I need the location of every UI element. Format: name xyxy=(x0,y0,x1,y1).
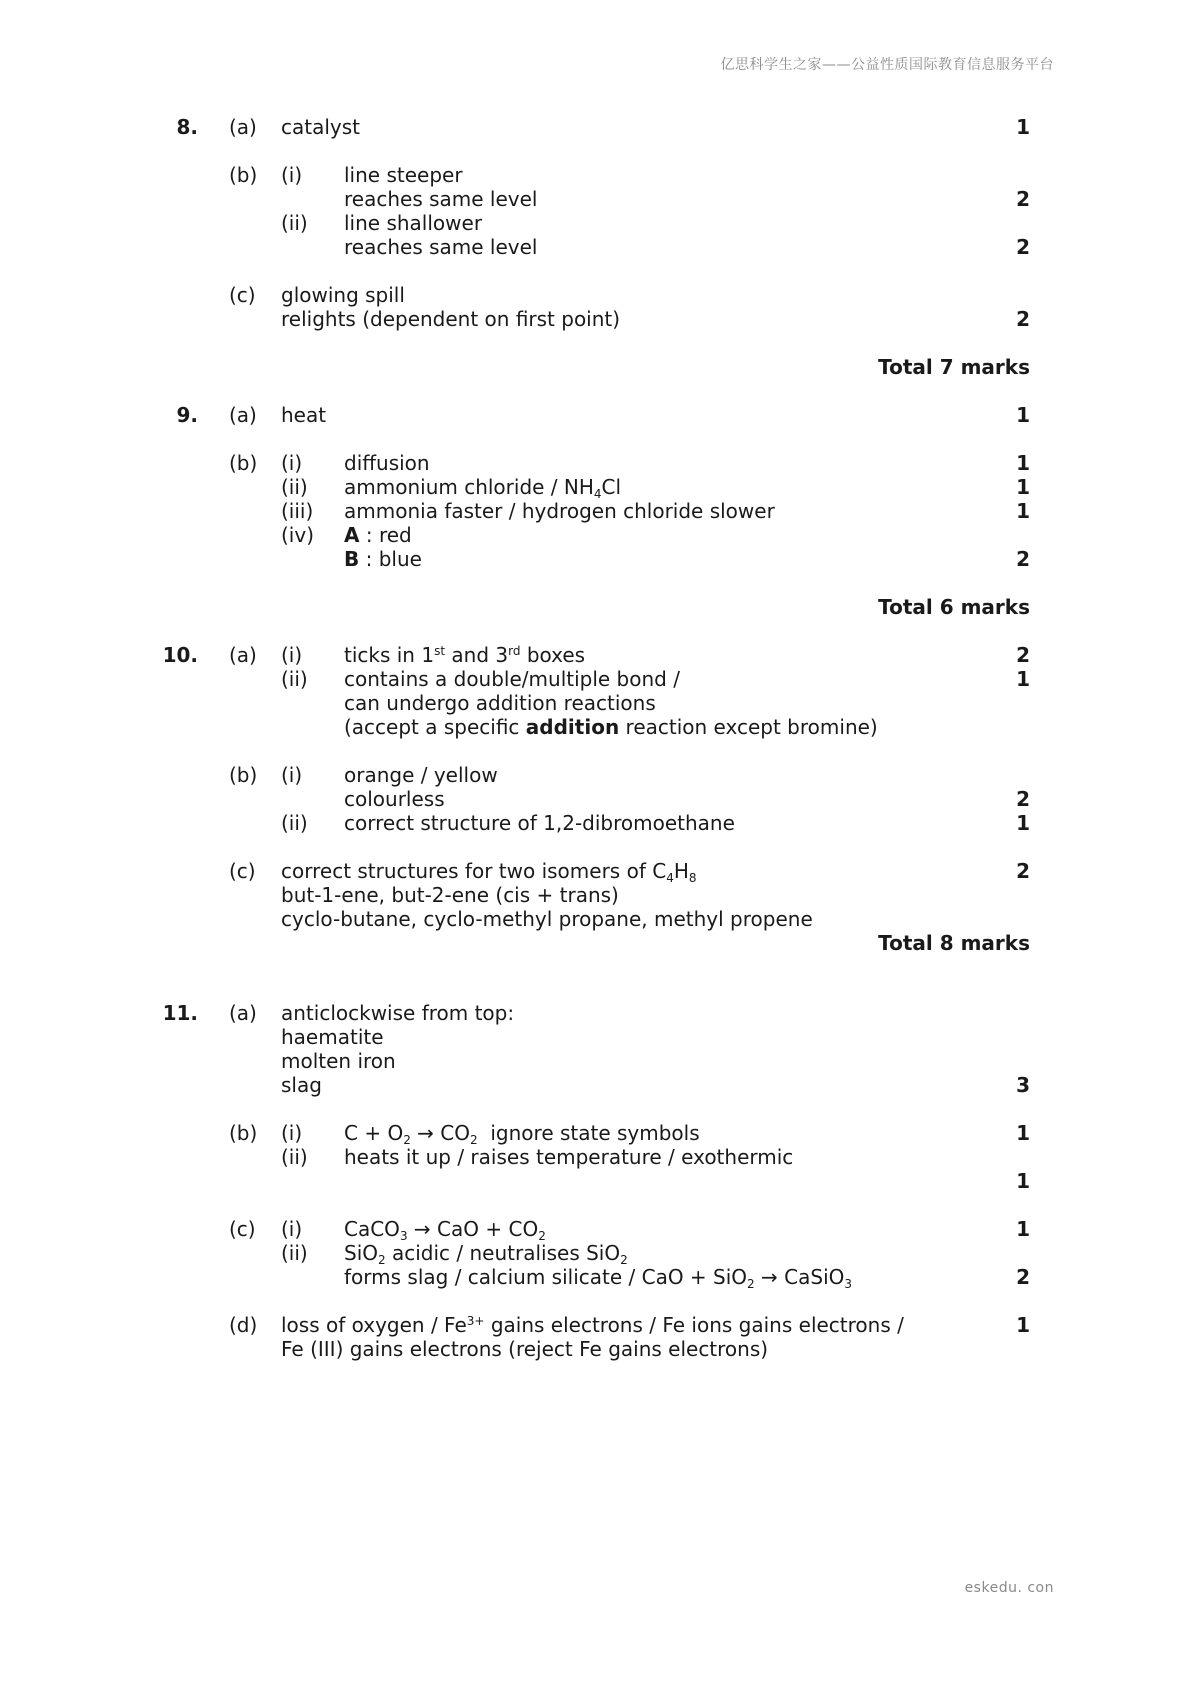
q8-b-ii-row2 xyxy=(0,234,1190,260)
q8-c-row xyxy=(0,282,1190,308)
text-fragment: SiO xyxy=(344,1241,378,1265)
subscript: 4 xyxy=(666,871,674,885)
q10-b-i-row xyxy=(0,762,1190,788)
text-fragment: : blue xyxy=(359,547,422,571)
part-label: (d) xyxy=(229,1313,258,1337)
superscript: 3+ xyxy=(466,1314,485,1328)
subpart-label: (ii) xyxy=(281,1145,308,1169)
q11-c-i-row xyxy=(0,1216,1190,1242)
answer-text: can undergo addition reactions xyxy=(344,691,656,715)
text-fragment: CaCO xyxy=(344,1217,400,1241)
answer-text: heats it up / raises temperature / exothermic xyxy=(344,1145,794,1169)
text-fragment: → CaO + CO xyxy=(407,1217,539,1241)
answer-text xyxy=(344,1216,546,1242)
answer-text: molten iron xyxy=(281,1049,396,1073)
bold-term: addition xyxy=(525,715,620,739)
mark: 1 xyxy=(1016,403,1030,427)
total-marks: Total 6 marks xyxy=(878,595,1030,619)
q11-a-row xyxy=(0,1000,1190,1026)
answer-text: line shallower xyxy=(344,211,483,235)
text-fragment: → CO xyxy=(410,1121,471,1145)
mark: 1 xyxy=(1016,667,1030,691)
subpart-label: (ii) xyxy=(281,1241,308,1265)
part-label: (c) xyxy=(229,1217,256,1241)
subscript: 2 xyxy=(470,1133,478,1147)
text-fragment: Cl xyxy=(601,475,622,499)
text-fragment: acidic / neutralises SiO xyxy=(385,1241,621,1265)
answer-text xyxy=(344,642,585,668)
subscript: 3 xyxy=(844,1277,853,1291)
q8-b-i-row2 xyxy=(0,186,1190,212)
answer-text xyxy=(281,1312,904,1338)
q11-c-ii-row xyxy=(0,1240,1190,1266)
subpart-label: (ii) xyxy=(281,811,308,835)
answer-text: slag xyxy=(281,1073,322,1097)
question-number: 9. xyxy=(176,403,198,427)
answer-text: relights (dependent on first point) xyxy=(281,307,621,331)
answer-text: heat xyxy=(281,403,327,427)
q8-a-row xyxy=(0,114,1190,140)
q9-b-iv-row2 xyxy=(0,546,1190,572)
q10-c-row2 xyxy=(0,882,1190,908)
part-label: (a) xyxy=(229,115,257,139)
subpart-label: (iv) xyxy=(281,523,314,547)
answer-text: line steeper xyxy=(344,163,463,187)
q11-c-ii-row2 xyxy=(0,1264,1190,1290)
q8-b-ii-row xyxy=(0,210,1190,236)
answer-text: haematite xyxy=(281,1025,384,1049)
q10-a-ii-row2 xyxy=(0,690,1190,716)
footer-site: eskedu. con xyxy=(964,1580,1054,1596)
answer-text: contains a double/multiple bond / xyxy=(344,667,680,691)
answer-text: but-1-ene, but-2-ene (cis + trans) xyxy=(281,883,619,907)
answer-text xyxy=(281,858,697,884)
answer-text xyxy=(344,546,422,572)
answer-text: diffusion xyxy=(344,451,430,475)
answer-text: cyclo-butane, cyclo-methyl propane, methyl propene xyxy=(281,907,813,931)
subpart-label: (i) xyxy=(281,643,303,667)
mark: 1 xyxy=(1016,115,1030,139)
mark: 1 xyxy=(1016,811,1030,835)
q9-a-row xyxy=(0,402,1190,428)
mark: 2 xyxy=(1016,235,1030,259)
mark: 3 xyxy=(1016,1073,1030,1097)
text-fragment: gains electrons / Fe ions gains electrons / xyxy=(484,1313,904,1337)
part-label: (b) xyxy=(229,763,258,787)
answer-text: anticlockwise from top: xyxy=(281,1001,515,1025)
mark: 1 xyxy=(1016,1217,1030,1241)
mark: 2 xyxy=(1016,787,1030,811)
q11-b-i-row xyxy=(0,1120,1190,1146)
mark: 1 xyxy=(1016,451,1030,475)
text-fragment: reaction except bromine) xyxy=(619,715,878,739)
total-marks: Total 8 marks xyxy=(878,931,1030,955)
q11-b-ii-mark-row xyxy=(0,1168,1190,1194)
q9-total-row xyxy=(0,594,1190,620)
subscript: 2 xyxy=(747,1277,755,1291)
mark: 1 xyxy=(1016,1121,1030,1145)
q11-a-row3 xyxy=(0,1048,1190,1074)
subpart-label: (ii) xyxy=(281,475,308,499)
answer-text: ammonia faster / hydrogen chloride slower xyxy=(344,499,775,523)
q9-b-i-row xyxy=(0,450,1190,476)
subscript: 2 xyxy=(538,1229,546,1243)
text-fragment: ammonium chloride / NH xyxy=(344,475,594,499)
q10-a-i-row xyxy=(0,642,1190,668)
text-fragment: boxes xyxy=(520,643,586,667)
mark: 2 xyxy=(1016,1265,1030,1289)
bold-key: A xyxy=(344,523,360,547)
answer-text: catalyst xyxy=(281,115,361,139)
subscript: 2 xyxy=(403,1133,411,1147)
answer-text xyxy=(344,714,878,740)
mark: 1 xyxy=(1016,475,1030,499)
q10-a-ii-row3 xyxy=(0,714,1190,740)
question-number: 8. xyxy=(176,115,198,139)
mark: 1 xyxy=(1016,1169,1030,1193)
subpart-label: (i) xyxy=(281,163,303,187)
text-fragment: forms slag / calcium silicate / CaO + SiO xyxy=(344,1265,748,1289)
subpart-label: (iii) xyxy=(281,499,314,523)
subpart-label: (i) xyxy=(281,1121,303,1145)
subpart-label: (ii) xyxy=(281,667,308,691)
part-label: (b) xyxy=(229,163,258,187)
text-fragment: : red xyxy=(359,523,412,547)
answer-text xyxy=(344,1264,852,1290)
answer-text xyxy=(344,1120,700,1146)
superscript: st xyxy=(434,644,446,658)
answer-text: colourless xyxy=(344,787,445,811)
q10-c-row3 xyxy=(0,906,1190,932)
mark: 2 xyxy=(1016,547,1030,571)
q8-total-row xyxy=(0,354,1190,380)
header-site: 亿思科学生之家——公益性质国际教育信息服务平台 xyxy=(720,57,1054,73)
q10-total-row xyxy=(0,930,1190,956)
part-label: (b) xyxy=(229,451,258,475)
part-label: (c) xyxy=(229,283,256,307)
text-fragment: ignore state symbols xyxy=(477,1121,700,1145)
part-label: (a) xyxy=(229,643,257,667)
q11-d-row xyxy=(0,1312,1190,1338)
question-number: 10. xyxy=(162,643,198,667)
answer-text xyxy=(344,1240,628,1266)
answer-text: reaches same level xyxy=(344,187,538,211)
text-fragment: correct structures for two isomers of C xyxy=(281,859,667,883)
q11-d-row2 xyxy=(0,1336,1190,1362)
text-fragment: H xyxy=(673,859,689,883)
q9-b-iv-row xyxy=(0,522,1190,548)
subpart-label: (i) xyxy=(281,763,303,787)
answer-text: reaches same level xyxy=(344,235,538,259)
answer-text: Fe (III) gains electrons (reject Fe gains electrons) xyxy=(281,1337,769,1361)
mark: 2 xyxy=(1016,307,1030,331)
q9-b-ii-row xyxy=(0,474,1190,500)
text-fragment: → CaSiO xyxy=(754,1265,845,1289)
subscript: 2 xyxy=(378,1253,386,1267)
mark: 2 xyxy=(1016,643,1030,667)
mark: 2 xyxy=(1016,187,1030,211)
subscript: 8 xyxy=(688,871,697,885)
q10-b-i-row2 xyxy=(0,786,1190,812)
q11-b-ii-row xyxy=(0,1144,1190,1170)
subpart-label: (ii) xyxy=(281,211,308,235)
q9-b-iii-row xyxy=(0,498,1190,524)
answer-text xyxy=(344,522,412,548)
total-marks: Total 7 marks xyxy=(878,355,1030,379)
mark: 1 xyxy=(1016,499,1030,523)
part-label: (c) xyxy=(229,859,256,883)
question-number: 11. xyxy=(162,1001,198,1025)
q8-c-row2 xyxy=(0,306,1190,332)
subscript: 4 xyxy=(593,487,602,501)
answer-text: correct structure of 1,2-dibromoethane xyxy=(344,811,735,835)
subscript: 2 xyxy=(620,1253,628,1267)
answer-text: orange / yellow xyxy=(344,763,498,787)
q11-a-row2 xyxy=(0,1024,1190,1050)
superscript: rd xyxy=(508,644,521,658)
part-label: (a) xyxy=(229,1001,257,1025)
part-label: (a) xyxy=(229,403,257,427)
mark: 1 xyxy=(1016,1313,1030,1337)
text-fragment: ticks in 1 xyxy=(344,643,435,667)
subpart-label: (i) xyxy=(281,1217,303,1241)
text-fragment: and 3 xyxy=(445,643,509,667)
mark: 2 xyxy=(1016,859,1030,883)
text-fragment: loss of oxygen / Fe xyxy=(281,1313,467,1337)
subscript: 3 xyxy=(399,1229,408,1243)
q10-a-ii-row xyxy=(0,666,1190,692)
bold-key: B xyxy=(344,547,360,571)
q10-c-row xyxy=(0,858,1190,884)
subpart-label: (i) xyxy=(281,451,303,475)
part-label: (b) xyxy=(229,1121,258,1145)
answer-text: glowing spill xyxy=(281,283,405,307)
answer-text xyxy=(344,474,621,500)
text-fragment: (accept a specific xyxy=(344,715,526,739)
q8-b-i-row xyxy=(0,162,1190,188)
q10-b-ii-row xyxy=(0,810,1190,836)
text-fragment: C + O xyxy=(344,1121,404,1145)
q11-a-row4 xyxy=(0,1072,1190,1098)
